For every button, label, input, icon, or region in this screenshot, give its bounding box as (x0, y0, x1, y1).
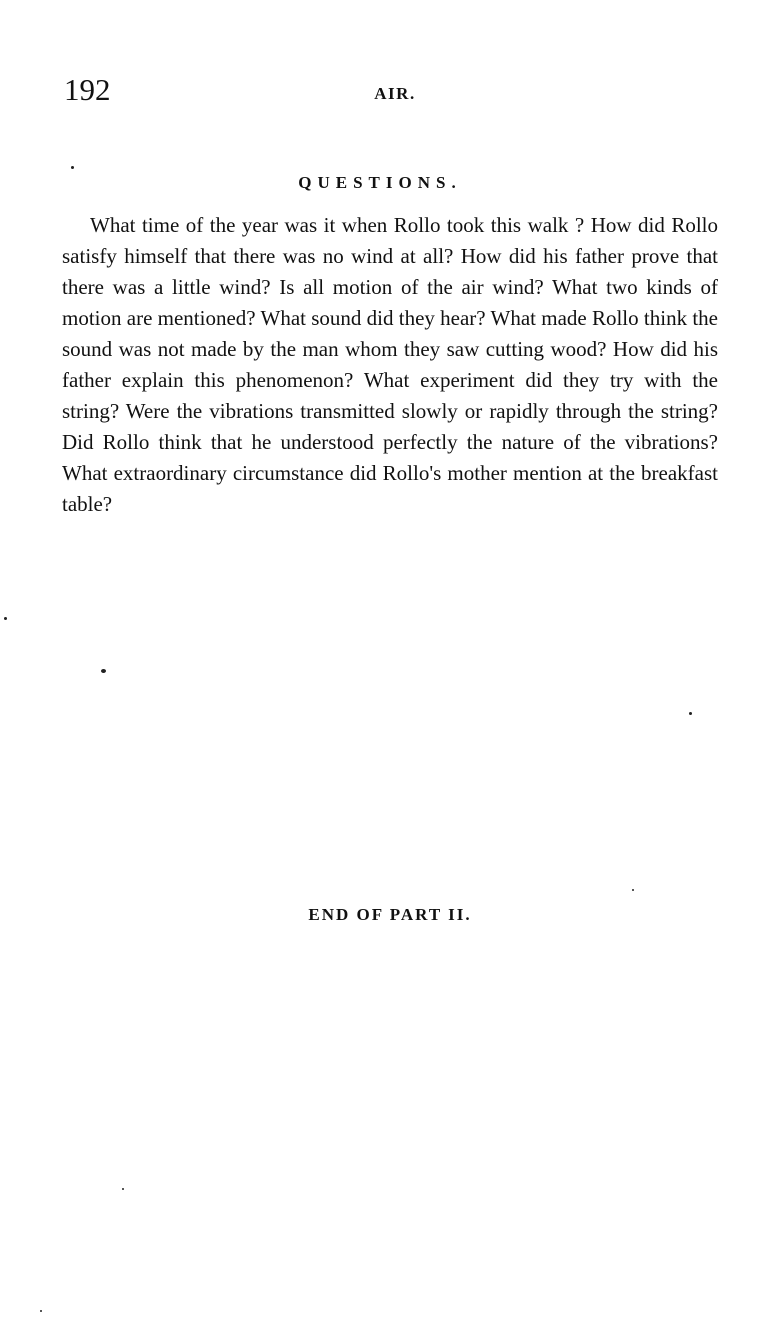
running-head: AIR. (374, 84, 416, 103)
end-of-part-note: END OF PART II. (308, 905, 472, 924)
print-speck (4, 617, 7, 620)
print-speck (122, 1188, 124, 1190)
page-number: 192 (64, 72, 111, 107)
section-title: QUESTIONS. (298, 173, 462, 192)
questions-paragraph: What time of the year was it when Rollo took this walk ? How did Rollo satisfy himself that there was no wind at all? How did his father prove that there was a little wind? Is all motion of the air wind? What two kinds of motion are mentioned? What sound did they hear? What made Rollo think the sound was not made by the man whom they saw cutting wood? How did his father explain this phenomenon? What experiment did they try with the string? Were the vibrations transmitted slowly or rapidly through the string? Did Rollo think that he understood perfectly the nature of the vibrations? What extraordinary circumstance did Rollo's mother mention at the breakfast table? (62, 213, 718, 516)
print-speck (689, 712, 692, 715)
print-speck (632, 889, 634, 891)
print-speck (71, 166, 74, 169)
print-speck (101, 669, 106, 673)
print-speck (40, 1310, 42, 1312)
